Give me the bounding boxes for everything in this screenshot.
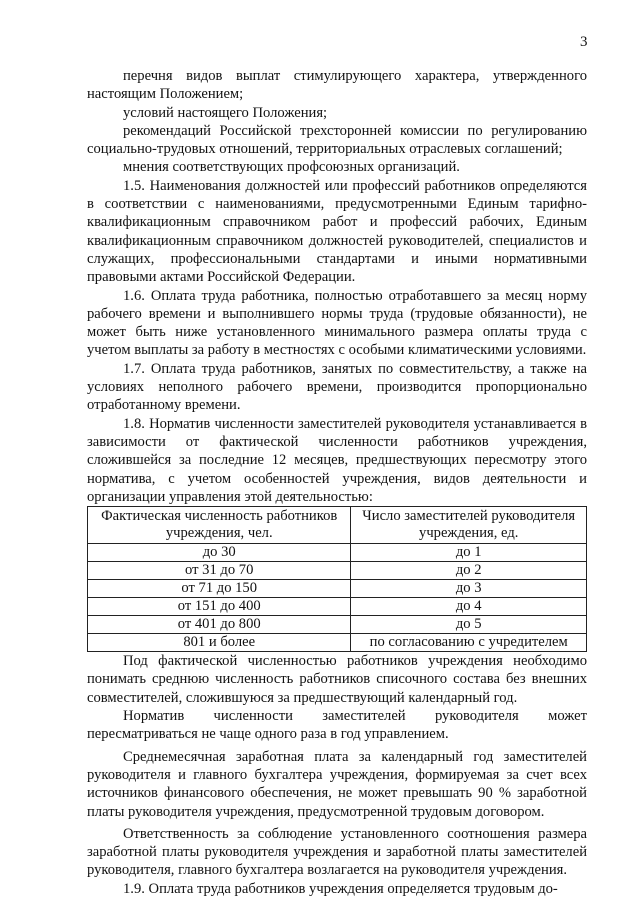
table-row (88, 598, 587, 616)
paragraph-1-5: 1.5. Наименования должностей или профессий работников определяются в соответствии с наименованиями, предусмотренными Единым тарифно-квалификационным справочником работ и профессий рабочих, Единым квалификационным справочником должностей руководителей, специалистов и служащих, профессиональными стандартами и иными нормативными правовыми актами Российской Федерации. (87, 177, 587, 286)
table-cell: от 71 до 150 (88, 580, 351, 598)
table-cell: от 151 до 400 (88, 598, 351, 616)
paragraph: перечня видов выплат стимулирующего характера, утвержденного настоящим Положением; (87, 68, 587, 103)
table-cell: от 31 до 70 (88, 562, 351, 580)
paragraph: Под фактической численностью работников учреждения необходимо понимать среднюю численность работников списочного состава без внешних совместителей, сложившуюся за предшествующий календарный год. (87, 653, 587, 706)
table-row (88, 544, 587, 562)
table-row (88, 616, 587, 634)
table-cell: до 5 (351, 616, 587, 634)
paragraph-1-6: 1.6. Оплата труда работника, полностью отработавшего за месяц норму рабочего времени и выполнившего нормы труда (трудовые обязанности), не может быть ниже установленного минимального размера оплаты труда с учетом выплаты за работу в местностях с особыми климатическими условиями. (87, 287, 587, 359)
paragraph-1-7: 1.7. Оплата труда работников, занятых по совместительству, а также на условиях неполного рабочего времени, производится пропорционально отработанному времени. (87, 360, 587, 414)
paragraph-1-8: 1.8. Норматив численности заместителей руководителя устанавливается в зависимости от фактической численности работников учреждения, сложившейся за последние 12 месяцев, предшествующих пересмотру этого норматива, с учетом особенностей учреждения, видов деятельности и организации управления этой деятельностью: (87, 415, 587, 505)
table-row (88, 580, 587, 598)
deputy-norm-table (87, 506, 587, 652)
table-cell: до 3 (351, 580, 587, 598)
table-cell: до 4 (351, 598, 587, 616)
paragraph: Норматив численности заместителей руководителя может пересматриваться не чаще одного раза в год управлением. (87, 708, 587, 743)
paragraph: условий настоящего Положения; (123, 104, 328, 121)
table-cell: до 1 (351, 544, 587, 562)
document-body (87, 67, 587, 898)
paragraph: мнения соответствующих профсоюзных организаций. (123, 159, 460, 176)
table-cell: до 2 (351, 562, 587, 580)
table-cell: до 30 (88, 544, 351, 562)
paragraph: рекомендаций Российской трехсторонней комиссии по регулированию социально-трудовых отношений, территориальных отраслевых соглашений; (87, 122, 587, 158)
table-row (88, 562, 587, 580)
table-header-row (88, 507, 587, 544)
paragraph: Среднемесячная заработная плата за календарный год заместителей руководителя и главного бухгалтера учреждения, формируемая за счет всех источников финансового обеспечения, не может превышать 90 % заработной платы руководителя учреждения, предусмотренной трудовым договором. (87, 748, 587, 820)
table-cell: 801 и более (88, 634, 351, 652)
table-cell: от 401 до 800 (88, 616, 351, 634)
page-number: 3 (580, 34, 588, 50)
table-cell: по согласованию с учредителем (351, 634, 587, 652)
paragraph: Ответственность за соблюдение установленного соотношения размера заработной платы руководителя учреждения и заработной платы заместителей руководителя, главного бухгалтера возлагается на руководителя учреждения. (87, 825, 587, 879)
paragraph-1-9: 1.9. Оплата труда работников учреждения определяется трудовым до- (123, 880, 558, 897)
table-header-headcount: Фактическая численность работников учреждения, чел. (88, 507, 351, 544)
table-header-deputies: Число заместителей руководителя учреждения, ед. (351, 507, 587, 544)
table-row (88, 634, 587, 652)
